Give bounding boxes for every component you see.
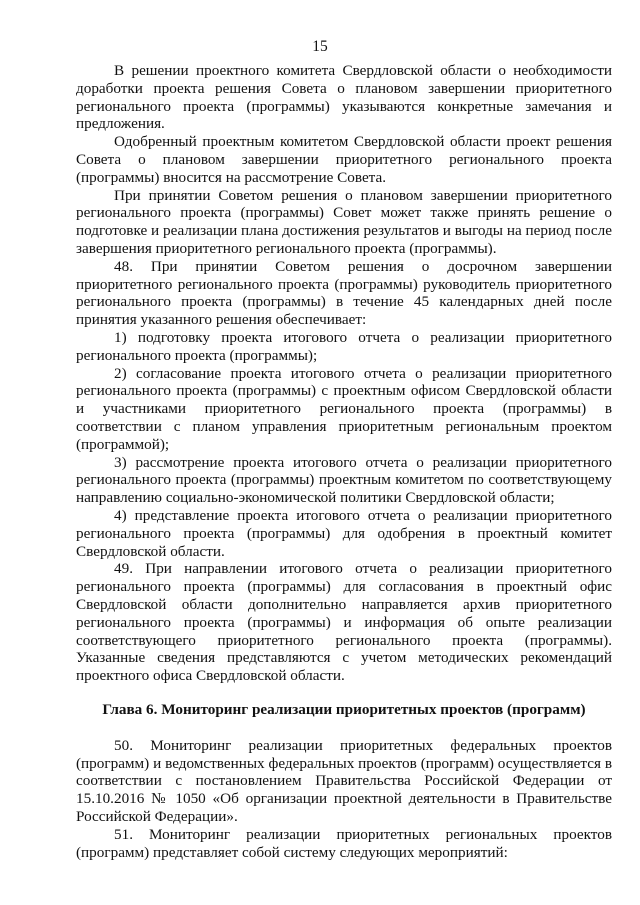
- list-item-2: 2) согласование проекта итогового отчета о реализации приоритетного регионального проекта (программы) с проектным офисом Свердловской области и участниками приоритетного регионального проекта (программы) в соответствии с планом управления приоритетным региональным проектом (программой);: [76, 364, 612, 453]
- paragraph-48: 48. При принятии Советом решения о досрочном завершении приоритетного регионального проекта (программы) руководитель приоритетного регионального проекта (программы) в течение 45 календарных дней после принятия указанного решения обеспечивает:: [76, 257, 612, 329]
- page-number: 15: [312, 38, 328, 55]
- paragraph-approved-draft: Одобренный проектным комитетом Свердловской области проект решения Совета о плановом завершении приоритетного регионального проекта (программы) вносится на рассмотрение Совета.: [76, 133, 612, 186]
- list-item-1: 1) подготовку проекта итогового отчета о реализации приоритетного регионального проекта (программы);: [76, 328, 612, 364]
- list-item-4: 4) представление проекта итогового отчета о реализации приоритетного регионального проекта (программы) для одобрения в проектный комитет Свердловской области.: [76, 506, 612, 560]
- spacer: [76, 685, 612, 701]
- list-item-3: 3) рассмотрение проекта итогового отчета о реализации приоритетного регионального проекта (программы) проектным комитетом по соответствующему направлению социально-экономической политики Свердловской области;: [76, 453, 612, 507]
- chapter-heading: Глава 6. Мониторинг реализации приоритетных проектов (программ): [102, 700, 586, 718]
- document-body: [76, 62, 612, 861]
- paragraph-50: 50. Мониторинг реализации приоритетных федеральных проектов (программ) и ведомственных федеральных проектов (программ) осуществляется в соответствии с постановлением Правительства Российской Федерации от 15.10.2016 № 1050 «Об организации проектной деятельности в Правительстве Российской Федерации».: [76, 736, 612, 826]
- paragraph-49: 49. При направлении итогового отчета о реализации приоритетного регионального проекта (программы) для согласования в проектный офис Свердловской области дополнительно направляется архив приоритетного регионального проекта (программы) и информация об опыте реализации соответствующего приоритетного регионального проекта (программы). Указанные сведения представляются с учетом методических рекомендаций проектного офиса Свердловской области.: [76, 560, 612, 685]
- paragraph-51: 51. Мониторинг реализации приоритетных региональных проектов (программ) представляет собой систему следующих мероприятий:: [76, 825, 612, 861]
- paragraph-revision-remarks: В решении проектного комитета Свердловской области о необходимости доработки проекта решения Совета о плановом завершении приоритетного регионального проекта (программы) указываются конкретные замечания и предложения.: [76, 62, 612, 133]
- spacer: [76, 719, 612, 737]
- paragraph-results-plan: При принятии Советом решения о плановом завершении приоритетного регионального проекта (программы) Совет может также принять решение о подготовке и реализации плана достижения результатов и выгоды на период после завершения приоритетного регионального проекта (программы).: [76, 186, 612, 257]
